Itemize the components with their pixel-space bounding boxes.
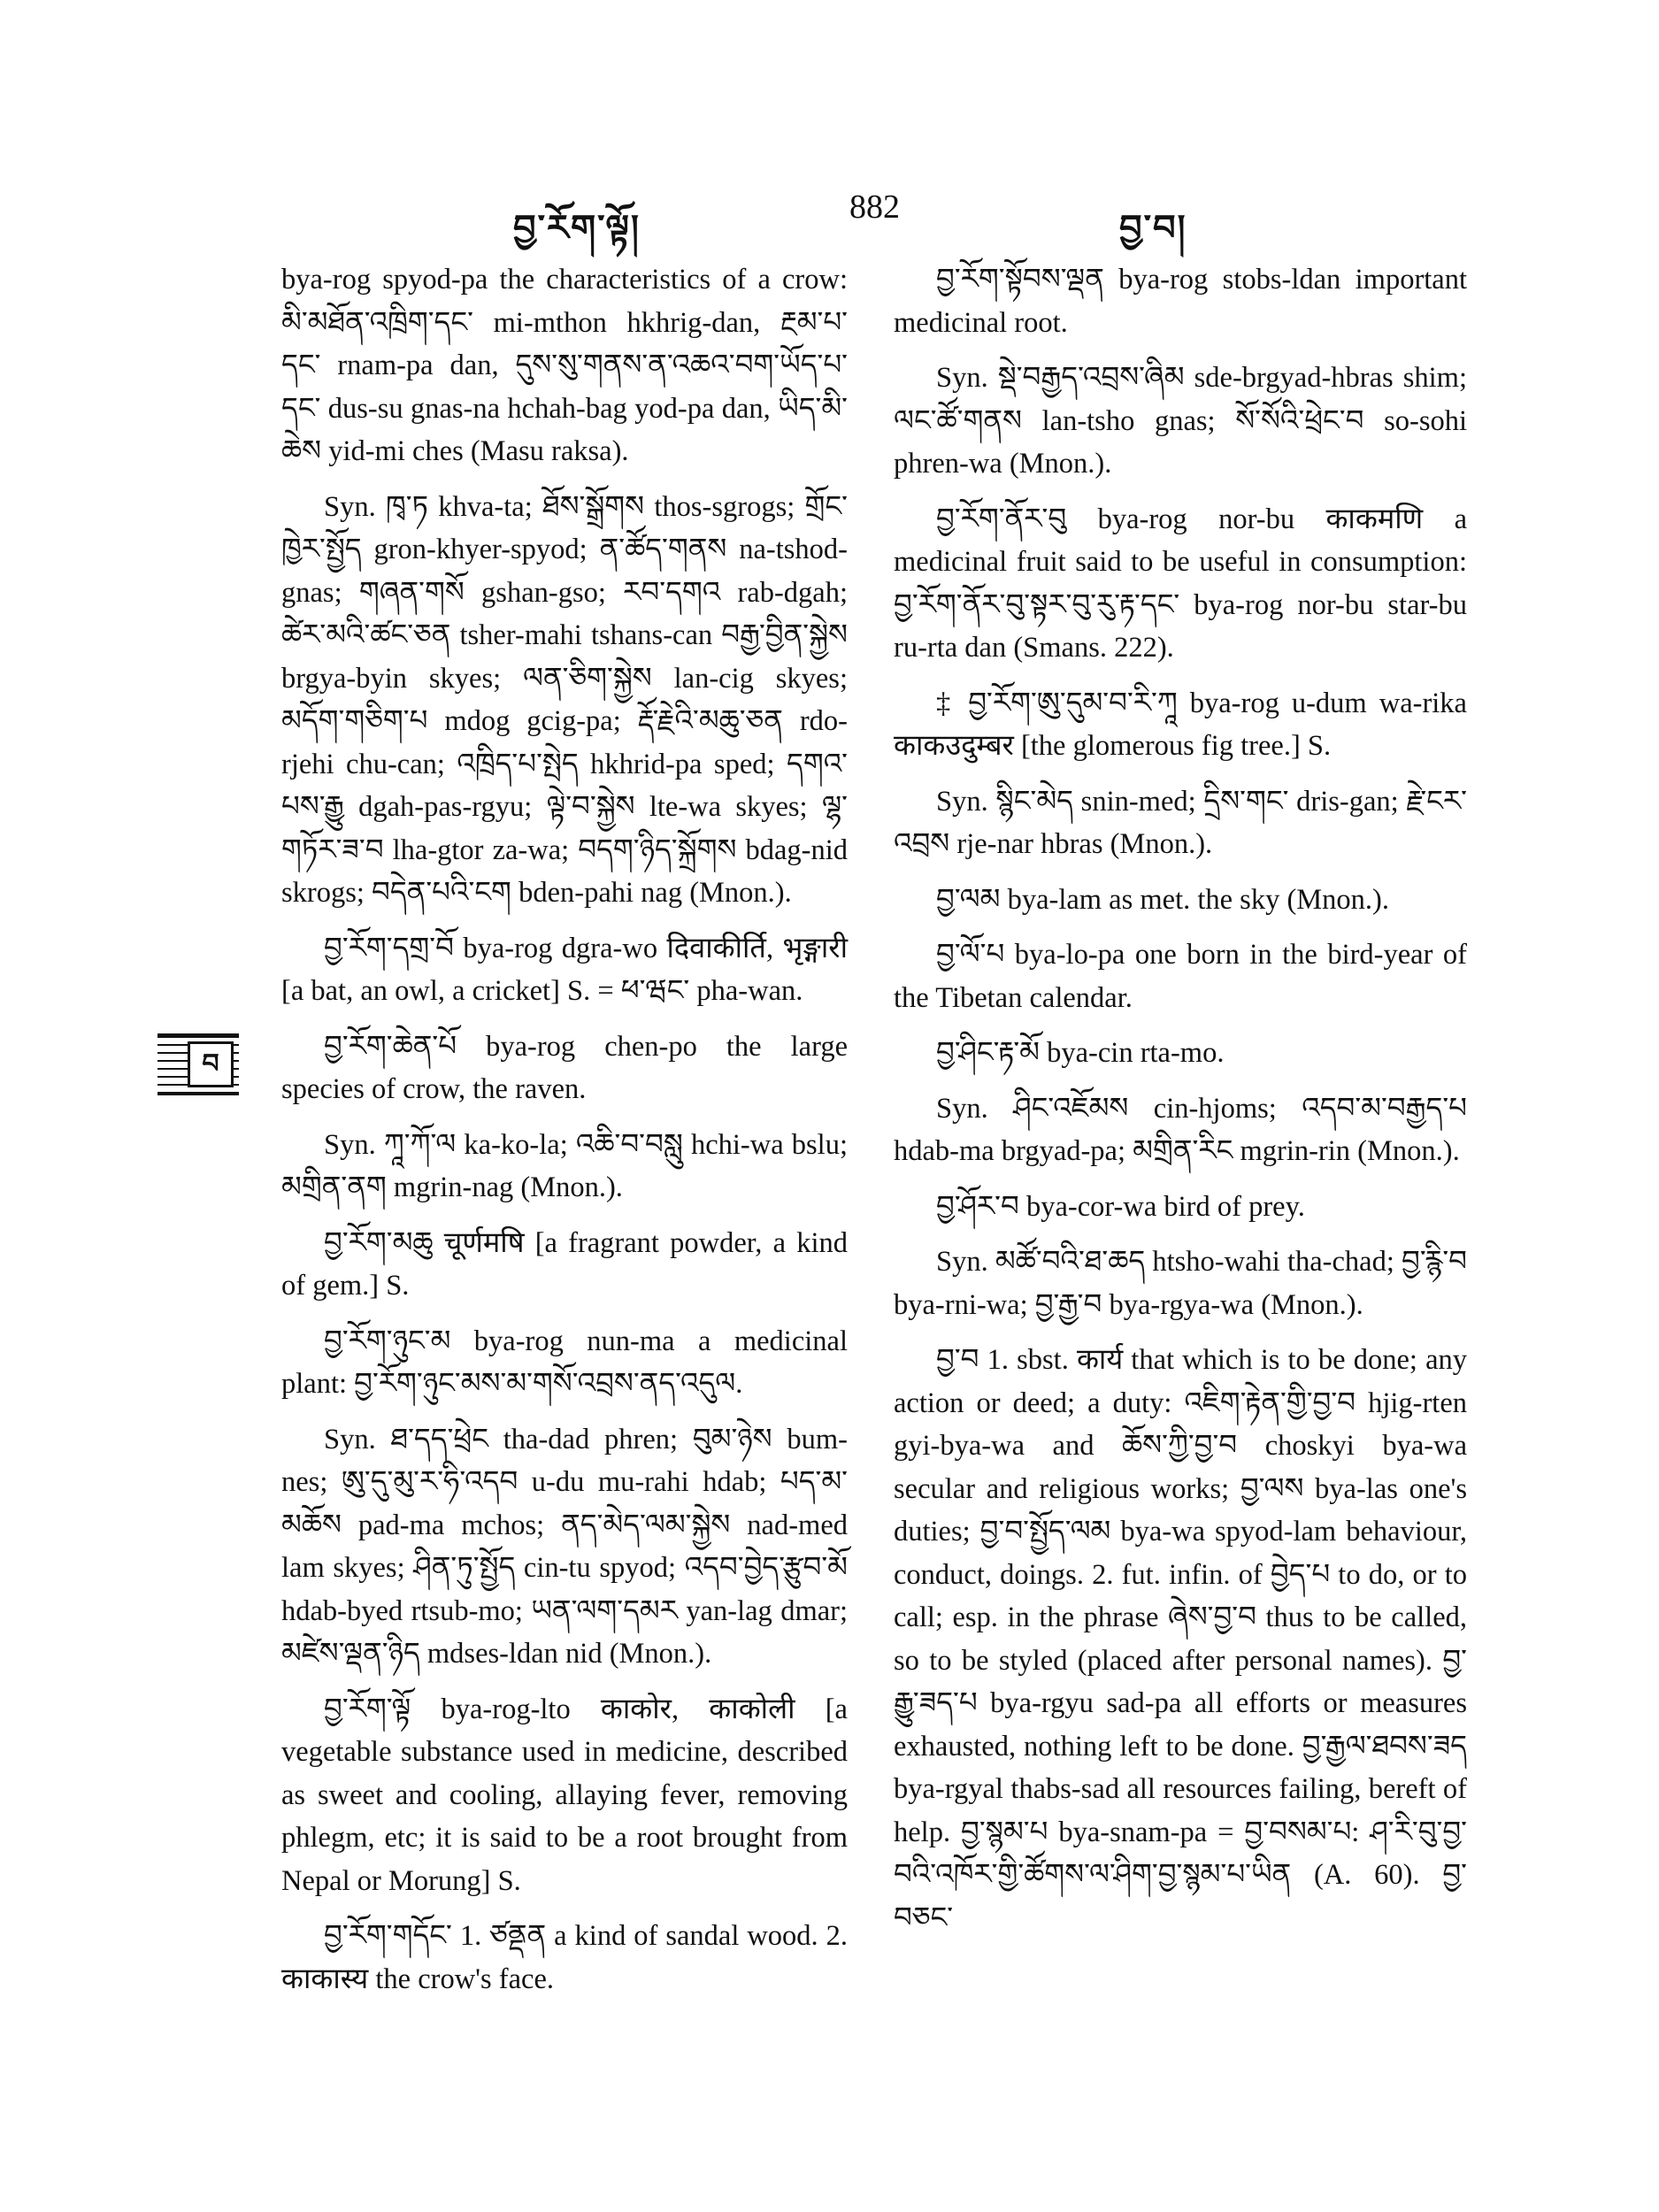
dictionary-entry: bya-rog spyod-pa the characteristics of a crow: མི་མཐོན་འཁྲིག་དང་ mi-mthon hkhrig-dan, རྔམ་པ་དང་ rnam-pa dan, དུས་སུ་གནས་ན་འཆའ་བག་ཡོད་པ་དང་ dus-su gnas-na hchah-bag yod-pa dan, ཡིད་མི་ཆེས yid-mi ches (Masu raksa). xyxy=(281,264,848,467)
dictionary-entry: Syn. སྡེ་བརྒྱད་འབྲས་ཞིམ sde-brgyad-hbras shim; ལང་ཚོ་གནས lan-tsho gnas; སོ་སོའི་ཕྲེང་བ so-sohi phren-wa (Mnon.). xyxy=(894,362,1467,480)
dictionary-entry: བྱ་རོག་ནོར་བུ bya-rog nor-bu काकमणि a medicinal fruit said to be useful in consumption: བྱ་རོག་ནོར་བུ་སྟར་བུ་རུ་རྟ་དང་ bya-rog nor-bu star-bu ru-rta dan (Smans. 222). xyxy=(894,503,1467,664)
dictionary-entry: ‡ བྱ་རོག་ཨུ་དུམ་བ་རི་ཀཱ bya-rog u-dum wa-rika काकउदुम्बर [the glomerous fig tree.] S. xyxy=(894,687,1467,762)
header-left-headword: བྱ་རོག་ལྟོ། xyxy=(513,208,641,249)
dictionary-entry: བྱ་ལོ་པ bya-lo-pa one born in the bird-year of the Tibetan calendar. xyxy=(894,939,1467,1014)
dictionary-entry: བྱ་ཤོར་བ bya-cor-wa bird of prey. xyxy=(936,1190,1305,1223)
dictionary-entry: བྱ་རོག་གདོང་ 1. ཙནྡན a kind of sandal wood. 2. काकास्य the crow's face. xyxy=(281,1920,848,1995)
dictionary-entry: བྱ་རོག་ཆེན་པོ bya-rog chen-po the large species of crow, the raven. xyxy=(281,1030,848,1105)
dictionary-entry: བྱ་རོག་ཉུང་མ bya-rog nun-ma a medicinal plant: བྱ་རོག་ཉུང་མས་མ་གསོ་འབྲས་ནད་འདུལ. xyxy=(281,1325,848,1400)
section-letter-marker xyxy=(157,1033,239,1095)
dictionary-entry: Syn. སྙིང་མེད snin-med; དྲིས་གང་ dris-gan; རྗེ་ངར་འབྲས rje-nar hbras (Mnon.). xyxy=(894,785,1467,860)
dictionary-entry: Syn. ཀཱ་ཀོ་ལ ka-ko-la; འཆི་བ་བསླུ hchi-wa bslu; མགྲིན་ནག mgrin-nag (Mnon.). xyxy=(281,1128,848,1203)
dictionary-entry: བྱ་ཤིང་རྟ་མོ bya-cin rta-mo. xyxy=(936,1037,1225,1069)
dictionary-entry-main: བྱ་བ 1. sbst. कार्य that which is to be done; any action or deed; a duty: འཇིག་རྟེན་གྱི་བྱ་བ hjig-rten gyi-bya-wa and ཆོས་ཀྱི་བྱ་བ choskyi bya-wa secular and religious works; བྱ་ལས bya-las one's duties; བྱ་བ་སྤྱོད་ལམ bya-wa spyod-lam behaviour, conduct, doings. 2. fut. infin. of བྱེད་པ to do, or to call; esp. in the phrase ཞེས་བྱ་བ thus to be called, so to be styled (placed after personal names). བྱ་རྒྱུ་ཟད་པ bya-rgyu sad-pa all efforts or measures exhausted, nothing left to be done. བྱ་རྒྱལ་ཐབས་ཟད bya-rgyal thabs-sad all resources failing, bereft of help. བྱ་སྙམ་པ bya-snam-pa = བྱ་བསམ་པ: ཤ་རི་བུ་བྱ་བའི་འཁོར་གྱི་ཚོགས་ལ་ཤིག་བྱ་སྙམ་པ་ཡིན (A. 60). བྱ་བཅང་ xyxy=(894,1344,1467,1934)
left-column xyxy=(281,258,848,2013)
dictionary-entry: བྱ་རོག་སྟོབས་ལྡན bya-rog stobs-ldan important medicinal root. xyxy=(894,264,1467,339)
dictionary-entry: Syn. ཤིང་འཇོམས cin-hjoms; འདབ་མ་བརྒྱད་པ hdab-ma brgyad-pa; མགྲིན་རིང mgrin-rin (Mnon.). xyxy=(894,1092,1467,1167)
header-right-headword: བྱ་བ། xyxy=(1119,208,1187,249)
section-letter: བ xyxy=(188,1041,234,1087)
page-header xyxy=(0,188,1659,249)
page-number: 882 xyxy=(849,188,900,226)
dictionary-entry: བྱ་རོག་དགྲ་བོ bya-rog dgra-wo दिवाकीर्ति, भृङ्गारी [a bat, an owl, a cricket] S. = ཕ་ཝང་ pha-wan. xyxy=(281,932,848,1007)
dictionary-entry: བྱ་རོག་ལྟོ bya-rog-lto काकोर, काकोली [a vegetable substance used in medicine, described as sweet and cooling, allaying fever, removing phlegm, etc; it is said to be a root brought from Nepal or Morung] S. xyxy=(281,1693,848,1897)
dictionary-entry: Syn. ཐ་དད་ཕྲེང tha-dad phren; བུམ་ཉེས bum-nes; ཨུ་དུ་མུ་ར་ཧི་འདབ u-du mu-rahi hdab; པད་མ་མཆོས pad-ma mchos; ནད་མེད་ལམ་སྐྱེས nad-med lam skyes; ཤིན་ཏུ་སྤྱོད cin-tu spyod; འདབ་བྱེད་རྩུབ་མོ hdab-byed rtsub-mo; ཡན་ལག་དམར yan-lag dmar; མཛེས་ལྡན་ཉིད mdses-ldan nid (Mnon.). xyxy=(281,1423,848,1670)
dictionary-entry: བྱ་ལམ bya-lam as met. the sky (Mnon.). xyxy=(936,883,1390,916)
dictionary-entry: Syn. ཁྭ་ཏ khva-ta; ཐོས་སྒྲོགས thos-sgrogs; གྲོང་ཁྱེར་སྤྱོད gron-khyer-spyod; ན་ཚོད་གནས na-tshod-gnas; གཞན་གསོ gshan-gso; རབ་དགའ rab-dgah; ཚེར་མའི་ཚང་ཅན tsher-mahi tshans-can བརྒྱ་བྱིན་སྐྱེས brgya-byin skyes; ལན་ཅིག་སྐྱེས lan-cig skyes; མདོག་གཅིག་པ mdog gcig-pa; རྡོ་རྗེའི་མཆུ་ཅན rdo-rjehi chu-can; འཁྲིད་པ་སྤེད hkhrid-pa sped; དགའ་པས་རྒྱུ dgah-pas-rgyu; ལྟེ་བ་སྐྱེས lte-wa skyes; ལྷ་གཏོར་ཟ་བ lha-gtor za-wa; བདག་ཉིད་སྐྲོགས bdag-nid skrogs; བདེན་པའི་ངག bden-pahi nag (Mnon.). xyxy=(281,490,848,909)
dictionary-entry: བྱ་རོག་མཆུ चूर्णमषि [a fragrant powder, a kind of gem.] S. xyxy=(281,1226,848,1302)
right-column xyxy=(894,258,1467,1952)
dictionary-entry: Syn. མཚོ་བའི་ཐ་ཆད htsho-wahi tha-chad; བྱ་རྙི་བ bya-rni-wa; བྱ་རྒྱ་བ bya-rgya-wa (Mnon.). xyxy=(894,1246,1467,1321)
